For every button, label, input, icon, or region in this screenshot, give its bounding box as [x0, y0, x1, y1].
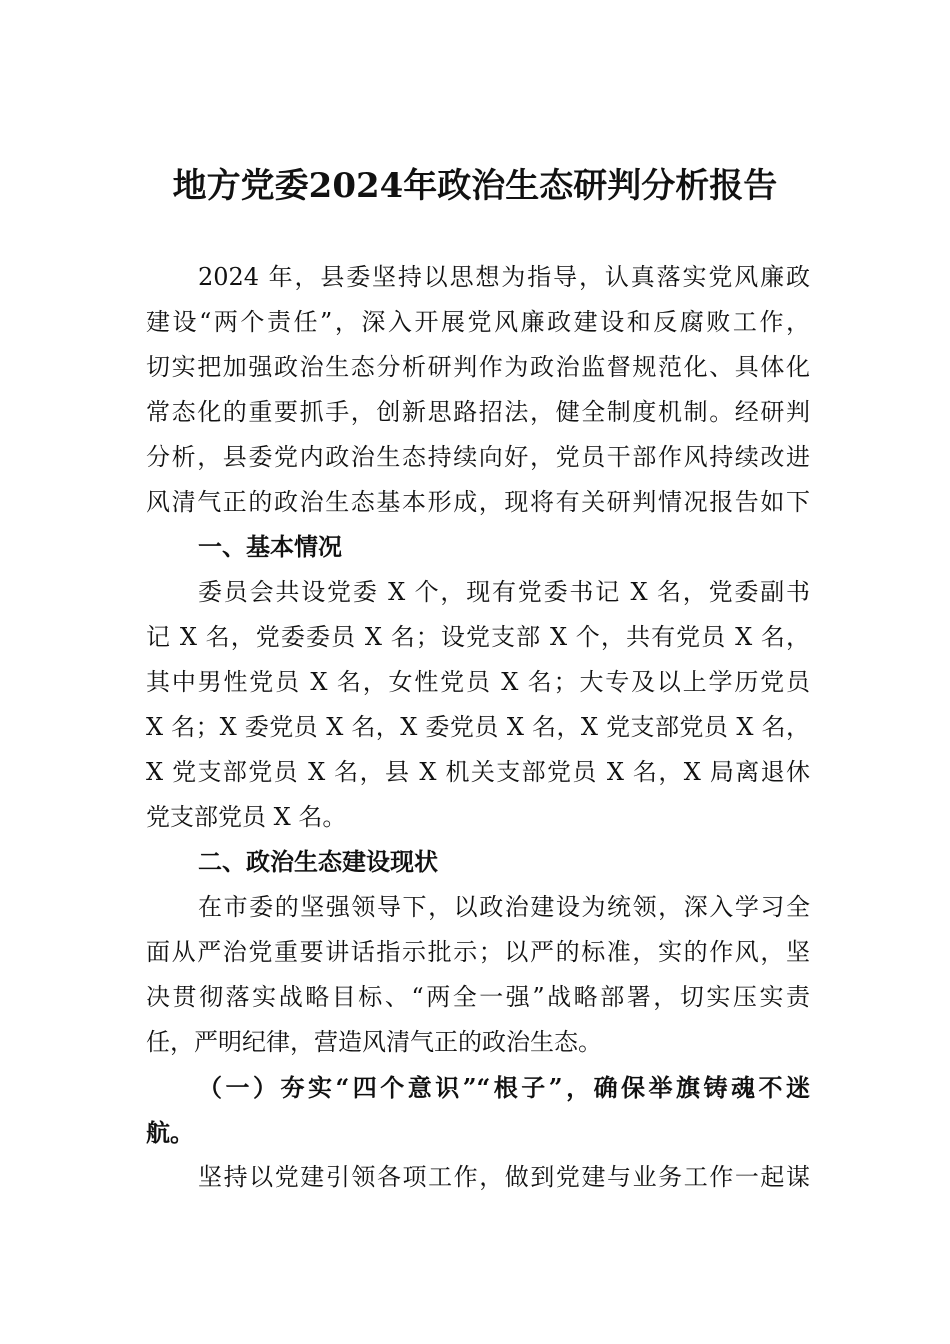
document-body	[146, 255, 810, 1200]
paragraph-line: 在市委的坚强领导下，以政治建设为统领，深入学习全	[198, 893, 810, 921]
paragraph-line: X 名；X 委党员 X 名，X 委党员 X 名，X 党支部党员 X 名，	[146, 713, 810, 741]
paragraph-line: 建设“两个责任”，深入开展党风廉政建设和反腐败工作，	[146, 308, 810, 336]
document-title: 地方党委2024年政治生态研判分析报告	[172, 166, 778, 206]
paragraph-line: 其中男性党员 X 名，女性党员 X 名；大专及以上学历党员	[146, 668, 810, 696]
paragraph-line: 分析，县委党内政治生态持续向好，党员干部作风持续改进	[146, 443, 810, 471]
paragraph-line: X 党支部党员 X 名，县 X 机关支部党员 X 名，X 局离退休	[146, 758, 810, 786]
subsection-heading: 航。	[146, 1118, 194, 1147]
section-heading: 一、基本情况	[198, 533, 342, 561]
paragraph-line: 面从严治党重要讲话指示批示；以严的标准，实的作风，坚	[146, 938, 810, 966]
paragraph-line: 党支部党员 X 名。	[146, 803, 347, 831]
paragraph-line: 决贯彻落实战略目标、“两全一强”战略部署，切实压实责	[146, 983, 810, 1011]
paragraph-line: 记 X 名，党委委员 X 名；设党支部 X 个，共有党员 X 名，	[146, 623, 810, 651]
paragraph-line: 风清气正的政治生态基本形成，现将有关研判情况报告如下	[146, 488, 810, 516]
paragraph-line: 任，严明纪律，营造风清气正的政治生态。	[146, 1028, 602, 1056]
paragraph-line: 坚持以党建引领各项工作，做到党建与业务工作一起谋	[198, 1163, 810, 1191]
section-heading: 二、政治生态建设现状	[198, 848, 438, 876]
paragraph-line: 委员会共设党委 X 个，现有党委书记 X 名，党委副书	[198, 578, 810, 606]
paragraph-line: 常态化的重要抓手，创新思路招法，健全制度机制。经研判	[146, 398, 810, 426]
paragraph-line: 2024 年，县委坚持以思想为指导，认真落实党风廉政	[198, 263, 810, 291]
subsection-heading: （一）夯实“四个意识”“根子”，确保举旗铸魂不迷	[198, 1073, 810, 1102]
paragraph-line: 切实把加强政治生态分析研判作为政治监督规范化、具体化	[146, 353, 810, 381]
